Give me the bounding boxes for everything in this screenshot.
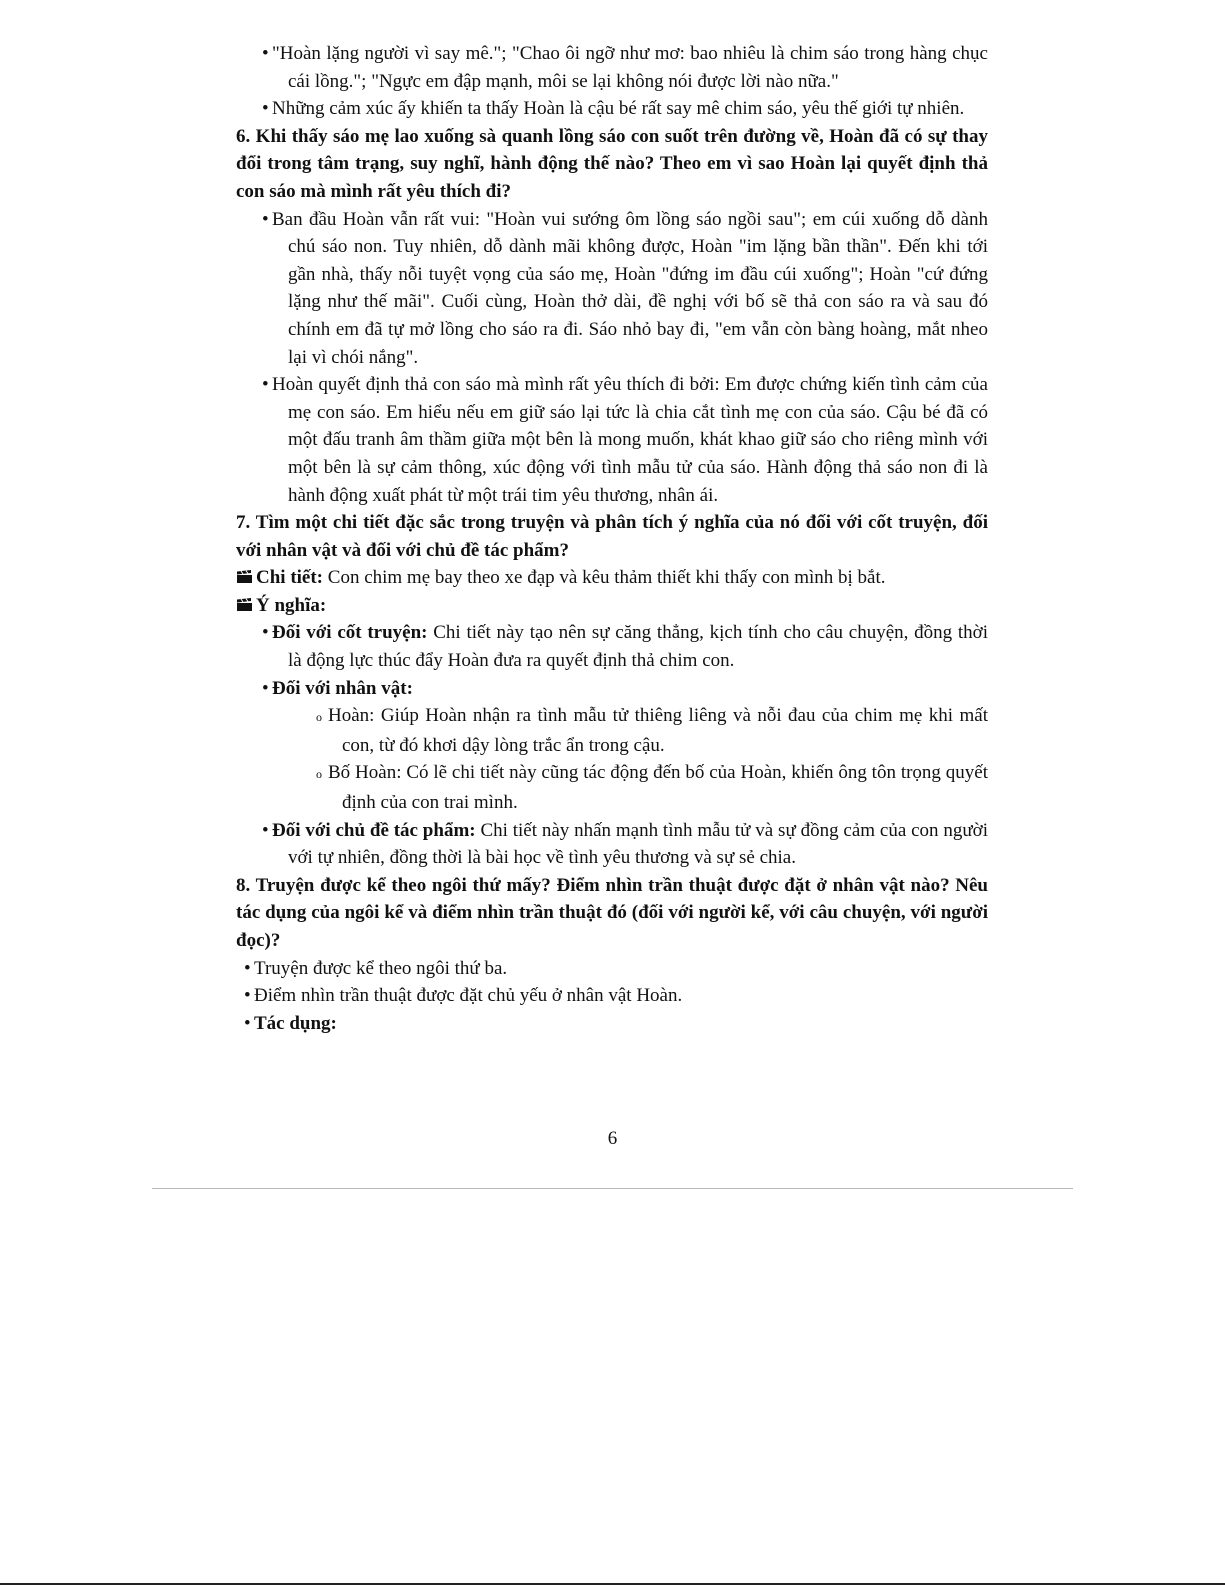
bullet-label: Đối với nhân vật:	[272, 677, 413, 699]
bullet-paragraph	[236, 1010, 988, 1038]
bullet-paragraph	[236, 619, 988, 674]
detail-text: Con chim mẹ bay theo xe đạp và kêu thảm thiết khi thấy con mình bị bắt.	[323, 567, 886, 589]
bullet-text: Điểm nhìn trần thuật được đặt chủ yếu ở nhân vật Hoàn.	[254, 985, 683, 1007]
bullet-marker: •	[262, 677, 269, 699]
bullet-paragraph	[236, 95, 988, 123]
sub-bullet-text: Bố Hoàn: Có lẽ chi tiết này cũng tác động đến bố của Hoàn, khiến ông tôn trọng quyết định của con trai mình.	[328, 762, 988, 814]
bullet-marker: •	[262, 374, 269, 396]
question-8: 8. Truyện được kể theo ngôi thứ mấy? Điểm nhìn trần thuật được đặt ở nhân vật nào? Nêu tác dụng của ngôi kể và điểm nhìn trần thuật đó (đối với người kể, với câu chuyện, với người đọc)?	[236, 874, 988, 951]
bullet-label: Đối với cốt truyện:	[272, 622, 428, 644]
bullet-text: Truyện được kể theo ngôi thứ ba.	[254, 957, 508, 979]
bullet-marker: •	[244, 985, 251, 1007]
bullet-marker: •	[262, 622, 269, 644]
detail-heading	[236, 564, 988, 592]
page-number: 6	[607, 1128, 618, 1149]
bullet-text: Ban đầu Hoàn vẫn rất vui: "Hoàn vui sướng ôm lồng sáo ngồi sau"; em cúi xuống dỗ dành chú sáo non. Tuy nhiên, dỗ dành mãi không được, Hoàn "im lặng bần thần". Đến khi tới gần nhà, thấy nỗi tuyệt vọng của sáo mẹ, Hoàn "đứng im đầu cúi xuống"; Hoàn "cứ đứng lặng như thế mãi". Cuối cùng, Hoàn thở dài, đề nghị với bố sẽ thả con sáo ra và sau đó chính em đã tự mở lồng cho sáo ra đi. Sáo nhỏ bay đi, "em vẫn còn bàng hoàng, mắt nheo lại vì chói nắng".	[272, 208, 988, 368]
clapperboard-icon	[236, 570, 254, 584]
bullet-marker: •	[262, 819, 269, 841]
sub-bullet-text: Hoàn: Giúp Hoàn nhận ra tình mẫu tử thiêng liêng và nỗi đau của chim mẹ khi mất con, từ đó khơi dậy lòng trắc ẩn trong cậu.	[328, 705, 988, 756]
clapperboard-icon	[236, 598, 254, 612]
bullet-text: "Hoàn lặng người vì say mê."; "Chao ôi ngỡ như mơ: bao nhiêu là chim sáo trong hàng chục cái lồng."; "Ngực em đập mạnh, môi se lại không nói được lời nào nữa."	[272, 43, 988, 92]
meaning-label: Ý nghĩa:	[256, 594, 327, 616]
bullet-text: Chi tiết này nhấn mạnh tình mẫu tử và sự đồng cảm của con người với tự nhiên, đồng thời là bài học về tình yêu thương và sự sẻ chia.	[288, 819, 988, 869]
bullet-paragraph	[236, 40, 988, 95]
bullet-paragraph	[236, 675, 988, 703]
detail-label: Chi tiết:	[256, 567, 324, 589]
bullet-paragraph	[236, 371, 988, 509]
bullet-text: Hoàn quyết định thả con sáo mà mình rất yêu thích đi bởi: Em được chứng kiến tình cảm của mẹ con sáo. Em hiểu nếu em giữ sáo lại tức là chia cắt tình mẹ con của sáo. Cậu bé đã có một đấu tranh âm thầm giữa một bên là mong muốn, khát khao giữ sáo cho riêng mình với một bên là sự cảm thông, xúc động với tình mẫu tử của sáo. Hành động thả sáo non đi là hành động xuất phát từ một trái tim yêu thương, nhân ái.	[272, 374, 988, 506]
bullet-paragraph	[236, 817, 988, 872]
bullet-paragraph	[236, 206, 988, 372]
bullet-paragraph	[236, 982, 988, 1010]
sub-bullet-paragraph	[236, 702, 988, 759]
bullet-label: Tác dụng:	[254, 1012, 337, 1034]
document-body	[236, 40, 988, 1037]
bullet-label: Đối với chủ đề tác phẩm:	[272, 819, 476, 841]
question-6: 6. Khi thấy sáo mẹ lao xuống sà quanh lồng sáo con suốt trên đường về, Hoàn đã có sự thay đổi trong tâm trạng, suy nghĩ, hành động thế nào? Theo em vì sao Hoàn lại quyết định thả con sáo mà mình rất yêu thích đi?	[236, 125, 988, 202]
circle-marker: o	[316, 767, 322, 782]
question-7: 7. Tìm một chi tiết đặc sắc trong truyện và phân tích ý nghĩa của nó đối với cốt truyện, đối với nhân vật và đối với chủ đề tác phẩm?	[236, 512, 988, 561]
bullet-paragraph	[236, 955, 988, 983]
sub-bullet-paragraph	[236, 759, 988, 816]
circle-marker: o	[316, 710, 322, 725]
bullet-marker: •	[244, 957, 251, 979]
bullet-text: Chi tiết này tạo nên sự căng thẳng, kịch tính cho câu chuyện, đồng thời là động lực thúc đẩy Hoàn đưa ra quyết định thả chim con.	[288, 622, 989, 672]
meaning-heading	[236, 592, 988, 620]
bullet-marker: •	[262, 43, 269, 64]
bullet-text: Những cảm xúc ấy khiến ta thấy Hoàn là cậu bé rất say mê chim sáo, yêu thế giới tự nhiên.	[272, 98, 965, 120]
page-divider	[152, 1188, 1073, 1189]
bullet-marker: •	[244, 1012, 251, 1034]
bullet-marker: •	[262, 208, 269, 230]
bullet-marker: •	[262, 98, 269, 120]
